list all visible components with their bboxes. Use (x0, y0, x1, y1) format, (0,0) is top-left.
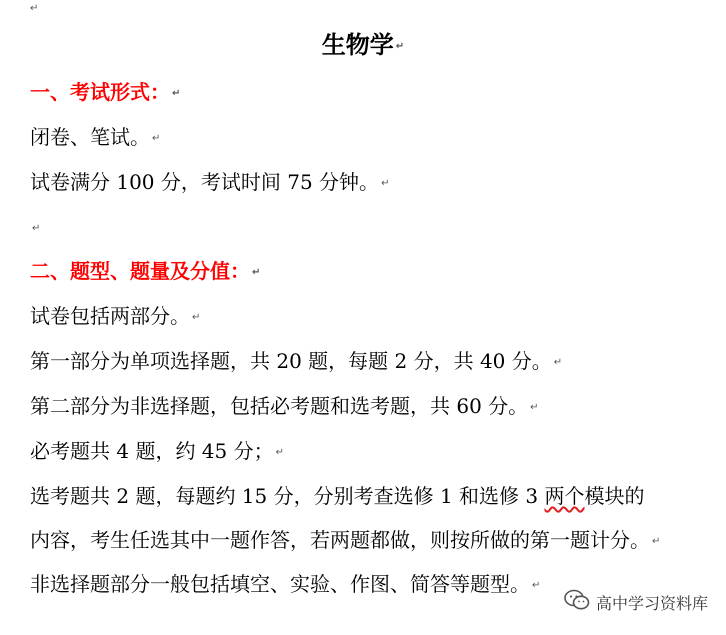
wechat-icon (564, 589, 590, 615)
text-parts: 试卷包括两部分。 ↵ (30, 304, 201, 328)
text-part-two: 第二部分为非选择题，包括必考题和选考题，共 60 分。 ↵ (30, 394, 539, 418)
document-title: 生物学 ↵ (321, 30, 405, 59)
text-exam-type: 闭卷、笔试。 ↵ (30, 125, 161, 149)
blank-paragraph: ↵ (32, 222, 41, 234)
watermark-text: 高中学习资料库 (595, 593, 708, 613)
paragraph-mark: ↵ (30, 2, 39, 14)
text-part-one: 第一部分为单项选择题，共 20 题，每题 2 分，共 40 分。 ↵ (30, 349, 563, 373)
watermark (564, 589, 708, 615)
text-score-time: 试卷满分 100 分，考试时间 75 分钟。 ↵ (30, 170, 390, 194)
section-heading-exam-format: 一、考试形式： ↵ (30, 80, 181, 104)
section-heading-question-types: 二、题型、题量及分值： ↵ (30, 259, 261, 283)
text-optional-questions-line1: 选考题共 2 题，每题约 15 分，分别考查选修 1 和选修 3 两个模块的 (30, 484, 645, 508)
text-required-questions: 必考题共 4 题，约 45 分； ↵ (30, 439, 284, 463)
spellcheck-underlined-text: 两个 (544, 484, 585, 508)
text-optional-questions-line2: 内容，考生任选其中一题作答，若两题都做，则按所做的第一题计分。 ↵ (30, 528, 661, 552)
text-nonchoice-types: 非选择题部分一般包括填空、实验、作图、简答等题型。 ↵ (30, 572, 541, 596)
